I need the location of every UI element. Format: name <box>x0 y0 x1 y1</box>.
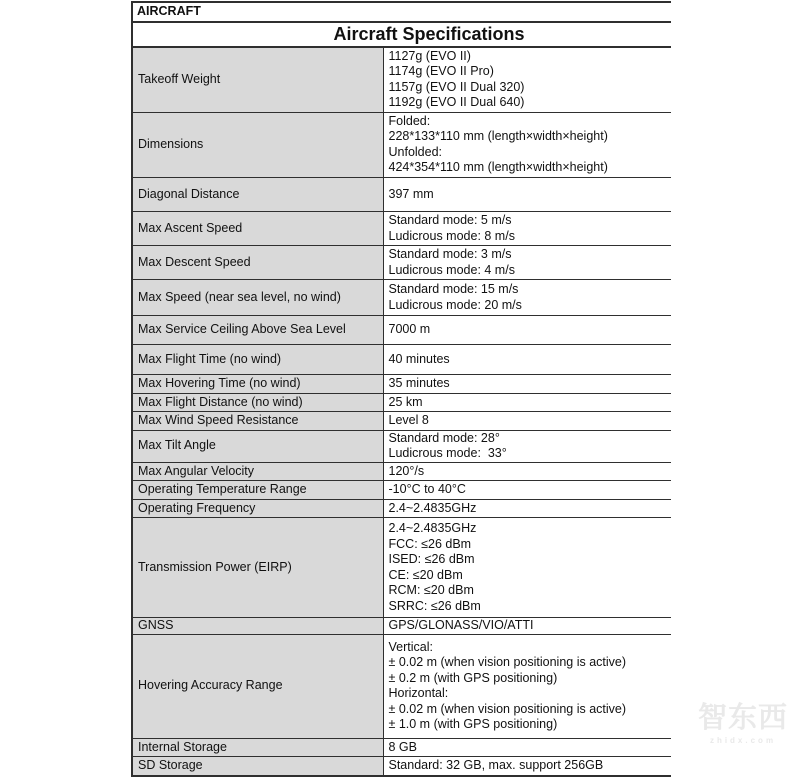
spec-value-line: 2.4~2.4835GHz <box>388 500 477 515</box>
spec-row <box>132 481 671 500</box>
spec-label: SD Storage <box>132 757 383 776</box>
spec-value-line: SRRC: ≤26 dBm <box>388 598 481 613</box>
spec-value-line: 1174g (EVO II Pro) <box>388 64 494 78</box>
spec-value-line: Level 8 <box>388 413 429 427</box>
spec-row <box>132 316 671 345</box>
spec-value-line: 1192g (EVO II Dual 640) <box>388 95 525 109</box>
spec-label: Transmission Power (EIRP) <box>132 518 383 618</box>
spec-value <box>383 112 671 177</box>
spec-value-line: RCM: ≤20 dBm <box>388 583 474 597</box>
spec-value-line: Standard: 32 GB, max. support 256GB <box>388 758 604 772</box>
spec-value-line: Ludicrous mode: 33° <box>388 446 507 460</box>
spec-value-line: CE: ≤20 dBm <box>388 567 463 582</box>
spec-label: Diagonal Distance <box>132 177 383 212</box>
spec-value <box>383 246 671 280</box>
spec-value-line: Ludicrous mode: 4 m/s <box>388 262 515 277</box>
spec-value-line: ± 0.2 m (with GPS positioning) <box>388 670 558 685</box>
spec-value-line: 1127g (EVO II) <box>388 48 471 63</box>
spec-value <box>383 738 671 757</box>
spec-value-line: 228*133*110 mm (length×width×height) <box>388 129 608 143</box>
spec-row <box>132 393 671 412</box>
spec-value <box>383 47 671 113</box>
spec-label: Max Hovering Time (no wind) <box>132 375 383 394</box>
spec-value-line: ISED: ≤26 dBm <box>388 552 475 566</box>
spec-row <box>132 499 671 518</box>
spec-value-line: 397 mm <box>388 186 434 201</box>
spec-value-line: 1157g (EVO II Dual 320) <box>388 79 525 94</box>
watermark <box>688 702 798 745</box>
spec-label: Operating Temperature Range <box>132 481 383 500</box>
spec-value-line: 25 km <box>388 394 423 409</box>
spec-label: Max Service Ceiling Above Sea Level <box>132 316 383 345</box>
table-title-row <box>132 22 671 47</box>
spec-value <box>383 280 671 316</box>
spec-label: GNSS <box>132 618 383 635</box>
spec-row <box>132 634 671 738</box>
spec-value-line: 8 GB <box>388 739 417 754</box>
spec-row <box>132 344 671 375</box>
spec-row <box>132 462 671 481</box>
spec-label: Max Ascent Speed <box>132 212 383 246</box>
spec-label: Hovering Accuracy Range <box>132 634 383 738</box>
spec-value-line: Vertical: <box>388 639 433 654</box>
spec-value <box>383 177 671 212</box>
spec-value-line: 120°/s <box>388 463 425 478</box>
spec-row <box>132 112 671 177</box>
spec-label: Takeoff Weight <box>132 47 383 113</box>
spec-value <box>383 212 671 246</box>
spec-value <box>383 499 671 518</box>
spec-value-line: 424*354*110 mm (length×width×height) <box>388 160 608 174</box>
spec-label: Max Descent Speed <box>132 246 383 280</box>
spec-value-line: Standard mode: 5 m/s <box>388 213 512 227</box>
spec-value-line: ± 1.0 m (with GPS positioning) <box>388 717 558 731</box>
spec-value <box>383 375 671 394</box>
spec-value-line: ± 0.02 m (when vision positioning is active) <box>388 701 627 716</box>
spec-row <box>132 177 671 212</box>
spec-value <box>383 634 671 738</box>
spec-value <box>383 618 671 635</box>
spec-row <box>132 212 671 246</box>
spec-value <box>383 316 671 345</box>
spec-row <box>132 757 671 776</box>
spec-value-line: Horizontal: <box>388 686 449 700</box>
section-header-row <box>132 2 671 22</box>
spec-value <box>383 481 671 500</box>
spec-value <box>383 430 671 462</box>
spec-value <box>383 462 671 481</box>
spec-row <box>132 47 671 113</box>
aircraft-spec-table <box>131 1 671 777</box>
spec-value-line: Folded: <box>388 113 431 128</box>
spec-label: Max Flight Distance (no wind) <box>132 393 383 412</box>
spec-value-line: 40 minutes <box>388 351 450 366</box>
spec-row <box>132 518 671 618</box>
spec-row <box>132 280 671 316</box>
spec-value-line: 2.4~2.4835GHz <box>388 521 477 535</box>
spec-label: Dimensions <box>132 112 383 177</box>
spec-value-line: ± 0.02 m (when vision positioning is active) <box>388 655 627 669</box>
spec-value <box>383 344 671 375</box>
spec-value-line: Ludicrous mode: 20 m/s <box>388 297 522 312</box>
spec-label: Operating Frequency <box>132 499 383 518</box>
spec-value-line: 7000 m <box>388 322 431 336</box>
spec-row <box>132 375 671 394</box>
spec-row <box>132 246 671 280</box>
spec-label: Max Speed (near sea level, no wind) <box>132 280 383 316</box>
table-title: Aircraft Specifications <box>132 22 671 47</box>
spec-value-line: GPS/GLONASS/VIO/ATTI <box>388 618 534 632</box>
spec-value-line: 35 minutes <box>388 376 450 390</box>
spec-value <box>383 757 671 776</box>
spec-value-line: Ludicrous mode: 8 m/s <box>388 228 515 243</box>
watermark-logo: 智东西 <box>697 702 788 734</box>
spec-row <box>132 412 671 431</box>
spec-value-line: Unfolded: <box>388 144 443 159</box>
spec-row <box>132 430 671 462</box>
spec-row <box>132 618 671 635</box>
watermark-site: zhidx.com <box>709 736 777 745</box>
spec-value-line: FCC: ≤26 dBm <box>388 536 472 551</box>
spec-rows <box>132 47 671 776</box>
spec-value <box>383 412 671 431</box>
spec-value-line: Standard mode: 3 m/s <box>388 247 512 261</box>
spec-value-line: -10°C to 40°C <box>388 482 466 496</box>
spec-label: Internal Storage <box>132 738 383 757</box>
spec-value-line: Standard mode: 15 m/s <box>388 282 519 296</box>
spec-value <box>383 518 671 618</box>
spec-row <box>132 738 671 757</box>
spec-label: Max Tilt Angle <box>132 430 383 462</box>
spec-value-line: Standard mode: 28° <box>388 430 500 445</box>
spec-value <box>383 393 671 412</box>
spec-label: Max Wind Speed Resistance <box>132 412 383 431</box>
spec-label: Max Angular Velocity <box>132 462 383 481</box>
section-header: AIRCRAFT <box>132 2 671 22</box>
spec-label: Max Flight Time (no wind) <box>132 344 383 375</box>
